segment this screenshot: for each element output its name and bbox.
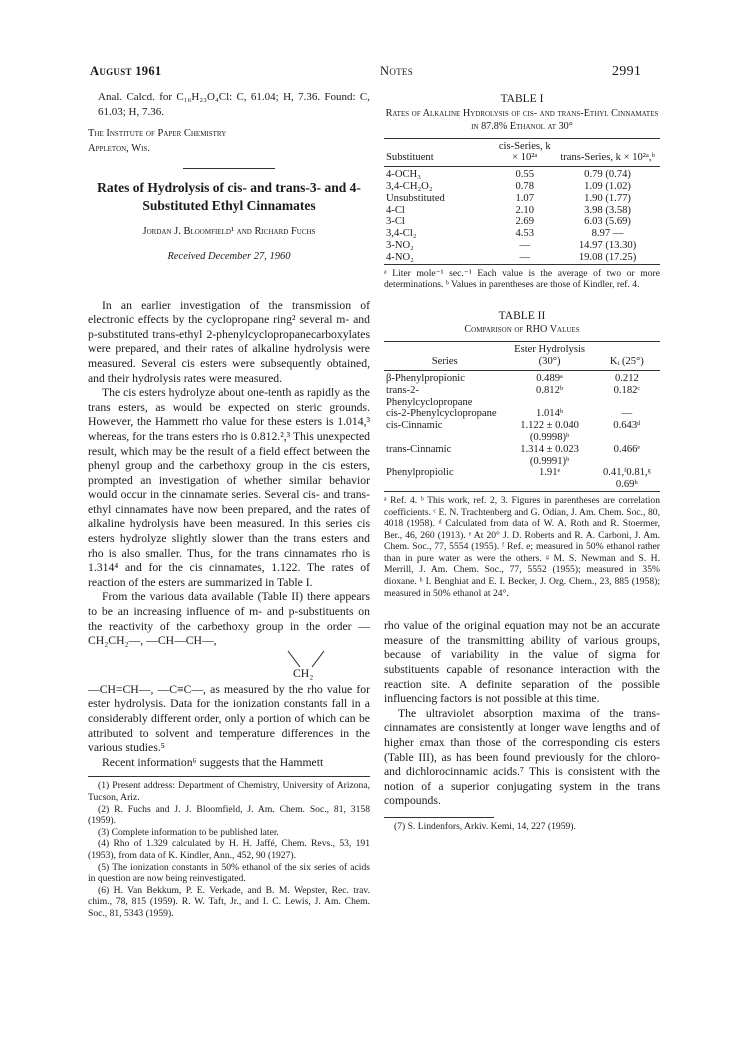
table1-row [384,252,660,264]
table2-cell: trans-Cinnamic [386,443,452,455]
paragraph-rho-value: rho value of the original equation may not be an accurate measure of the transmitting ability of various groups, because of variability in the value of sigma for substituents capable of resonance interaction with the reaction site. A definite separation of the possible influencing factors is not possible at this time. [384,619,660,706]
table1-cell: 3,4-CH₂O₂ [386,180,433,192]
table1-row [384,216,660,228]
ch2-label: CH₂ [293,666,314,680]
table2-row [384,420,660,444]
table1-note: ᵃ Liter mole⁻¹ sec.⁻¹ Each value is the average of two or more determinations. ᵇ Values in parentheses are those of Kindler, ref. 4. [384,267,660,291]
table1-row [384,228,660,240]
table2-cell: 1.014ᵇ [536,408,564,420]
table2-row [384,370,660,384]
table2-cell: β-Phenylpropionic [386,372,465,384]
table2-row [384,444,660,468]
table1-caption: TABLE I [500,93,544,105]
table2-header: Ester Hydrolysis (30°) [514,344,586,368]
left-column [88,90,370,920]
table1-cell: 8.97 — [591,228,624,240]
footnote: (7) S. Lindenfors, Arkiv. Kemi, 14, 227 (1959). [394,820,576,832]
paragraph-ultraviolet: The ultraviolet absorption maxima of the trans-cinnamates are consistently at longer wave lengths and of higher εmax than those of the corresponding cis esters (Table III), as has been found previously for the chloro- and dichlorocinnamic acids.⁷ This is consistent with the notion of a superior conjugating system in the trans compounds. [384,706,660,808]
table1-cell: 0.79 (0.74) [584,169,631,181]
paragraph-ionization: —CH=CH—, —C≡C—, as measured by the rho value for ester hydrolysis. Data for the ionization constants fall in a considerably different order, only a portion of which can be attributed to solvent and temperature differences in the various studies.⁵ [88,682,370,755]
table1-cell: 3-NO₂ [386,239,414,251]
table2-cell: 1.314 ± 0.023 (0.9991)ᵇ [520,443,579,467]
table2-cell: 0.212 [614,372,639,384]
table2-body [384,370,660,490]
table2-cell: Phenylpropiolic [386,467,454,479]
table1-cell: 3-Cl [386,216,405,228]
paragraph-recent: Recent information⁶ suggests that the Hammett [102,755,324,769]
table2-cell: 0.466ᵉ [613,443,641,455]
table1-cell: 4.53 [515,228,535,240]
table2-note: ᵃ Ref. 4. ᵇ This work, ref. 2, 3. Figures in parentheses are correlation coefficients. ᶜ E. N. Trachtenberg and G. Odian, J. Am. Chem. Soc., 80, 4018 (1958). ᵈ Calculated from data of W. A. Roth and R. Stoermer, Ber., 46, 260 (1913). ᵉ At 20° J. D. Roberts and R. A. Carboni, J. Am. Chem. Soc., 77, 5554 (1955). ᶠ Ref. e; measured in 50% ethanol rather than in pure water as were the others. ᵍ M. S. Newman and S. H. Merrill, J. Am. Chem. Soc., 77, 5552 (1955); measured in 35% dioxane. ʰ I. Benghiat and E. I. Becker, J. Org. Chem., 23, 885 (1958); measured in 50% ethanol at 24°. [384,494,660,599]
table1-header: cis-Series, k × 10²ᵃ [498,140,551,164]
table1-row [384,167,660,181]
table1-header: trans-Series, k × 10²ᵃ,ᵇ [560,152,655,164]
table2-row [384,385,660,409]
received-date: Received December 27, 1960 [167,250,291,262]
table1-cell: 1.90 (1.77) [584,192,631,204]
table1 [384,138,660,264]
table1-row [384,181,660,193]
table1-row [384,240,660,252]
footnotes [88,780,370,919]
table1-cell: — [519,251,531,263]
running-header-section: Notes [380,64,414,78]
table1-title: Rates of Alkaline Hydrolysis of cis- and trans-Ethyl Cinnamates in 87.8% Ethanol at 30° [385,107,659,132]
table2-header: Series [431,356,458,368]
table2-cell: cis-Cinnamic [386,420,443,432]
table2-row [384,408,660,420]
footnote-rule [88,776,370,777]
page-number: 2991 [612,64,642,79]
institution-location: Appleton, Wis. [88,142,151,154]
right-column [384,90,660,833]
running-header-date: August 1961 [90,64,162,78]
footnote: (6) H. Van Bekkum, P. E. Verkade, and B. M. Wepster, Rec. trav. chim., 78, 815 (1959). R. W. Taft, Jr., and I. C. Lewis, J. Am. Chem. Soc., 81, 5343 (1959). [88,884,370,919]
table1-cell: 4-NO₂ [386,251,414,263]
footnote: (1) Present address: Department of Chemistry, University of Arizona, Tucson, Ariz. [88,780,370,803]
table2-cell: cis-2-Phenylcyclopropane [386,408,497,420]
paragraph-cis-esters: The cis esters hydrolyze about one-tenth as rapidly as the trans esters, as would be expected on steric grounds. However, the Hammett rho value for these esters is 1.014,³ whereas, for the trans esters rho is 0.812.²,³ This unexpected result, which may be the result of a field effect between the phenyl group and the carbethoxy group in the cis esters, prompted an investigation of whether similar behavior would occur in the cinnamate series. Several cis- and trans-ethyl cinnamates have now been prepared, and the rates of alkaline hydrolysis have been measured. In this series cis esters hydrolyze slightly slower than the trans esters and rho is also smaller. Thus, for the trans cinnamates rho is 1.314⁴ and for the cis cinnamates, 1.122. The rates of reaction of the esters are summarized in Table I. [88,386,370,589]
table2-caption: TABLE II [498,309,546,322]
table2-cell: 0.643ᵈ [613,420,641,432]
table1-cell: 14.97 (13.30) [578,239,637,251]
table1-bottom-rule [384,264,660,265]
footnote: (3) Complete information to be published later. [98,826,279,838]
separator-rule [183,168,275,169]
table2-cell: 1.91ᵉ [538,467,561,479]
table1-cell: 4-Cl [386,204,405,216]
footnote: (2) R. Fuchs and J. J. Bloomfield, J. Am. Chem. Soc., 81, 3158 (1959). [88,803,370,827]
table2-bottom-rule [384,491,660,492]
table2-cell: 0.182ᶜ [613,384,641,396]
table1-cell: 4-OCH₃ [386,169,421,181]
table1-body [384,167,660,264]
table1-cell: 3.98 (3.58) [584,204,631,216]
paragraph-intro: In an earlier investigation of the transmission of electronic effects by the cyclopropane ring² several m- and p-substituted trans-ethyl 2-phenylcyclopropanecarboxylates were prepared, and their rates of alkaline hydrolysis were measured. Several cis esters were subsequently obtained, and their hydrolysis rates were measured. [88,298,370,385]
article-title: Rates of Hydrolysis of cis- and trans-3- and 4-Substituted Ethyl Cinnamates [97,180,361,214]
table1-cell: 1.07 [515,192,535,204]
table1-cell: 2.69 [515,216,535,228]
authors: Jordan J. Bloomfield¹ and Richard Fuchs [142,226,316,238]
institution: The Institute of Paper Chemistry [88,128,227,140]
paragraph-order: From the various data available (Table II) there appears to be an increasing influence of m- and p-substituents on the reactivity of the carbethoxy group in the order —CH₂CH₂—, —CH—CH—, [88,590,370,648]
table1-cell: — [519,239,531,251]
table2-title: Comparison of RHO Values [464,324,580,336]
analysis-line: Anal. Calcd. for C₁₆H₂₃O₄Cl: C, 61.04; H, 7.36. Found: C, 61.03; H, 7.36. [98,91,370,118]
cyclopropane-bonds [88,649,370,683]
footnote: (4) Rho of 1.329 calculated by H. H. Jaffé, Chem. Revs., 53, 191 (1953), from data of K. Kindler, Ann., 452, 90 (1927). [88,838,370,861]
table1-cell: 2.10 [515,204,535,216]
footnote: (5) The ionization constants in 50% ethanol of the six series of acids in question are now being reinvestigated. [88,861,370,885]
table2-cell: 0.489ᵃ [536,372,563,384]
cyclopropane-formula [88,649,370,683]
table1-cell: 19.08 (17.25) [578,251,637,263]
table1-row [384,205,660,217]
table1-cell: 6.03 (5.69) [584,216,631,228]
footnote-rule [384,817,494,818]
table2-header: Kᵢ (25°) [609,356,644,368]
table1-header: Substituent [386,152,434,164]
table1-row [384,193,660,205]
table2-cell: 0.41,ᶠ0.81,ᵍ 0.69ʰ [602,467,651,491]
table2-cell: trans-2-Phenylcyclopropane [386,384,473,408]
table1-cell: Unsubstituted [386,192,445,204]
table2-cell: — [621,408,633,420]
table1-cell: 0.78 [515,180,535,192]
table2-cell: 1.122 ± 0.040 (0.9998)ᵇ [520,420,579,443]
table2-row [384,467,660,491]
table2-cell: 0.812ᵇ [536,384,564,396]
table1-cell: 3,4-Cl₂ [386,228,417,240]
table2 [384,341,660,491]
table1-cell: 1.09 (1.02) [584,180,631,192]
table1-cell: 0.55 [515,169,535,181]
